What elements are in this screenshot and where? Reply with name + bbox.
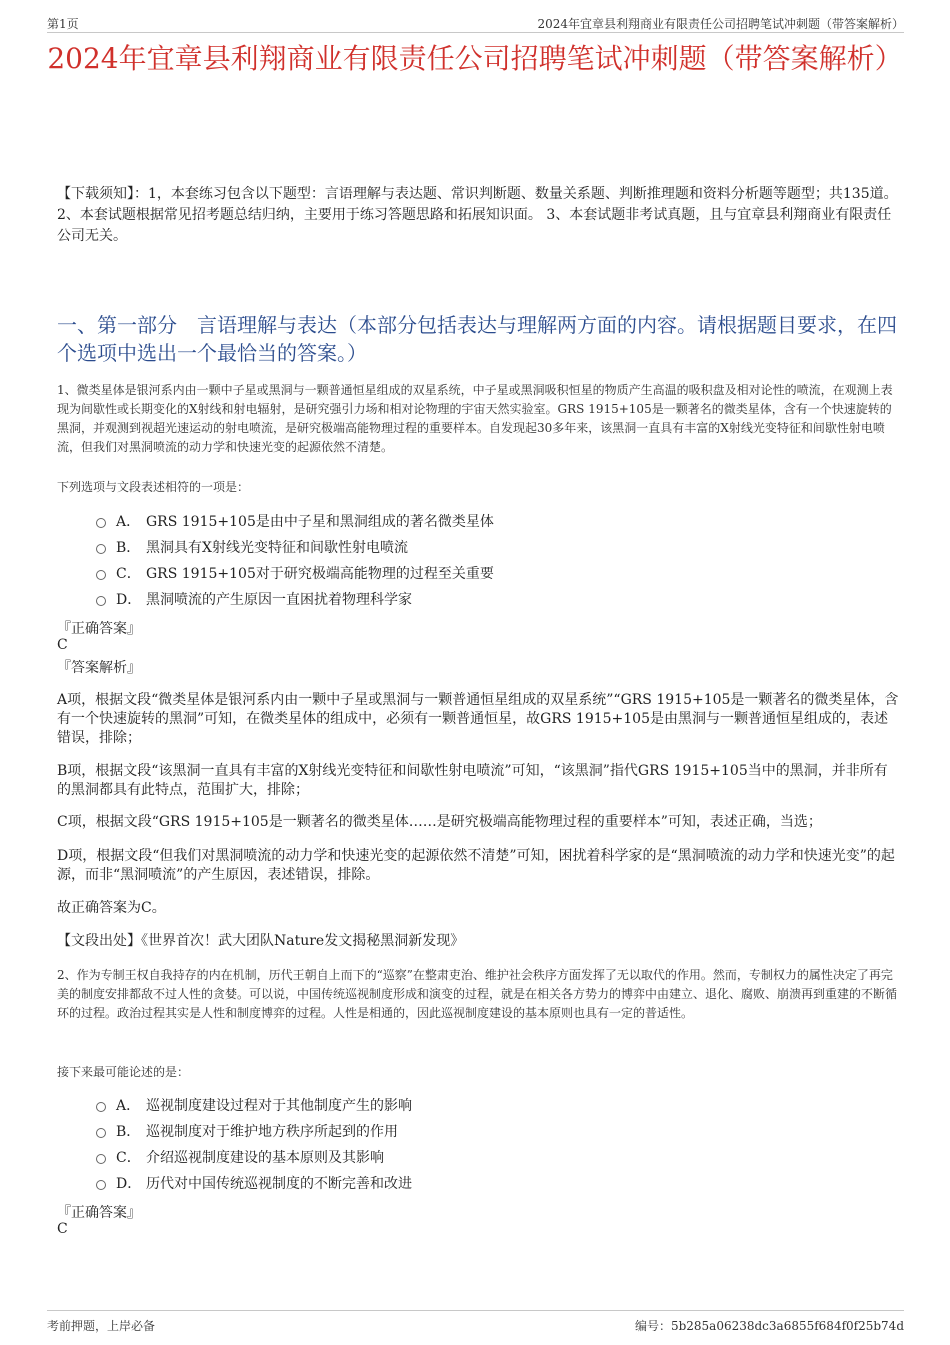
- footer-slogan: 考前押题，上岸必备: [47, 1319, 156, 1333]
- q1-analysis-c: C项，根据文段“GRS 1915+105是一颗著名的微类星体……是研究极端高能物理过程的重要样本”可知，表述正确，当选；: [57, 814, 822, 830]
- radio-icon[interactable]: [96, 544, 106, 554]
- q1-options: [96, 508, 494, 612]
- q1-option-c[interactable]: [96, 560, 494, 586]
- q2-option-c[interactable]: [96, 1144, 412, 1170]
- q1-analysis-a: A项，根据文段“微类星体是银河系内由一颗中子星或黑洞与一颗普通恒星组成的双星系统”“GRS 1915+105是一颗著名的微类星体，含有一个快速旋转的黑洞”可知，在微类星体的组成中，必须有一颗普通恒星，故GRS 1915+105是由黑洞与一颗普通恒星组成的，表述错误，排除；: [57, 692, 899, 746]
- option-letter: A．: [116, 514, 141, 530]
- q1-source: 【文段出处】《世界首次！武大团队Nature发文揭秘黑洞新发现》: [57, 933, 465, 949]
- radio-icon[interactable]: [96, 518, 106, 528]
- section-title: 一、第一部分 言语理解与表达（本部分包括表达与理解两方面的内容。请根据题目要求，在四个选项中选出一个最恰当的答案。）: [57, 313, 897, 365]
- page-number: 第1页: [47, 17, 79, 31]
- q1-option-b[interactable]: [96, 534, 494, 560]
- q1-option-a[interactable]: [96, 508, 494, 534]
- option-letter: A．: [116, 1098, 141, 1114]
- q1-answer-label: 『正确答案』: [57, 621, 141, 637]
- q2-answer: C: [57, 1221, 68, 1237]
- q2-prompt: 接下来最可能论述的是：: [57, 1065, 190, 1079]
- option-letter: B．: [116, 1124, 141, 1140]
- page-footer: [47, 1310, 904, 1336]
- page-header: [47, 12, 904, 33]
- page-title: 2024年宜章县利翔商业有限责任公司招聘笔试冲刺题（带答案解析）: [47, 42, 903, 75]
- radio-icon[interactable]: [96, 1128, 106, 1138]
- radio-icon[interactable]: [96, 1102, 106, 1112]
- q1-analysis-d: D项，根据文段“但我们对黑洞喷流的动力学和快速光变的起源依然不清楚”可知，困扰着科学家的是“黑洞喷流的动力学和快速光变”的起源，而非“黑洞喷流”的产生原因，表述错误，排除。: [57, 848, 895, 883]
- radio-icon[interactable]: [96, 596, 106, 606]
- q2-option-b[interactable]: [96, 1118, 412, 1144]
- radio-icon[interactable]: [96, 1180, 106, 1190]
- option-text: 巡视制度建设过程对于其他制度产生的影响: [146, 1098, 412, 1114]
- option-letter: B．: [116, 540, 141, 556]
- radio-icon[interactable]: [96, 1154, 106, 1164]
- q1-analysis-b: B项，根据文段“该黑洞一直具有丰富的X射线光变特征和间歇性射电喷流”可知，“该黑洞”指代GRS 1915+105当中的黑洞，并非所有的黑洞都具有此特点，范围扩大，排除；: [57, 763, 888, 798]
- q1-prompt: 下列选项与文段表述相符的一项是：: [57, 480, 250, 494]
- q1-passage: 1、微类星体是银河系内由一颗中子星或黑洞与一颗普通恒星组成的双星系统，中子星或黑洞吸积恒星的物质产生高温的吸积盘及相对论性的喷流，在观测上表现为间歇性或长期变化的X射线和射电辐射，是研究强引力场和相对论物理的宇宙天然实验室。GRS 1915+105是一颗著名的微类星体，含有一个快速旋转的黑洞，并观测到视超光速运动的射电喷流，是研究极端高能物理过程的重要样本。自发现起30多年来，该黑洞一直具有丰富的X射线光变特征和间歇性射电喷流，但我们对黑洞喷流的动力学和快速光变的起源依然不清楚。: [57, 383, 893, 454]
- option-letter: C．: [116, 566, 141, 582]
- download-notice: 【下载须知】：1，本套练习包含以下题型：言语理解与表达题、常识判断题、数量关系题、判断推理题和资料分析题等题型；共135道。 2、本套试题根据常见招考题总结归纳，主要用于练习答题思路和拓展知识面。 3、本套试题非考试真题，且与宜章县利翔商业有限责任公司无关。: [57, 186, 898, 244]
- option-letter: D．: [116, 1176, 142, 1192]
- q2-option-a[interactable]: [96, 1092, 412, 1118]
- option-text: 历代对中国传统巡视制度的不断完善和改进: [146, 1176, 412, 1192]
- radio-icon[interactable]: [96, 570, 106, 580]
- footer-code: 编号：5b285a06238dc3a6855f684f0f25b74d: [634, 1319, 904, 1333]
- q1-conclusion: 故正确答案为C。: [57, 900, 166, 916]
- option-letter: D．: [116, 592, 142, 608]
- q2-options: [96, 1092, 412, 1196]
- option-text: 巡视制度对于维护地方秩序所起到的作用: [146, 1124, 398, 1140]
- option-text: GRS 1915+105是由中子星和黑洞组成的著名微类星体: [146, 514, 494, 530]
- q1-analysis-label: 『答案解析』: [57, 660, 141, 676]
- q1-option-d[interactable]: [96, 586, 494, 612]
- q2-option-d[interactable]: [96, 1170, 412, 1196]
- q2-passage: 2、作为专制王权自我持存的内在机制，历代王朝自上而下的“巡察”在整肃吏治、维护社会秩序方面发挥了无以取代的作用。然而，专制权力的属性决定了再完美的制度安排都敌不过人性的贪婪。可以说，中国传统巡视制度形成和演变的过程，就是在相关各方势力的博弈中由建立、退化、腐败、崩溃再到重建的不断循环的过程。政治过程其实是人性和制度博弈的过程。人性是相通的，因此巡视制度建设的基本原则也具有一定的普适性。: [57, 968, 898, 1020]
- q1-answer: C: [57, 637, 68, 653]
- header-doc-title: 2024年宜章县利翔商业有限责任公司招聘笔试冲刺题（带答案解析）: [537, 17, 904, 31]
- q2-answer-label: 『正确答案』: [57, 1205, 141, 1221]
- option-text: 介绍巡视制度建设的基本原则及其影响: [146, 1150, 384, 1166]
- option-text: GRS 1915+105对于研究极端高能物理的过程至关重要: [146, 566, 494, 582]
- option-text: 黑洞喷流的产生原因一直困扰着物理科学家: [146, 592, 412, 608]
- option-letter: C．: [116, 1150, 141, 1166]
- option-text: 黑洞具有X射线光变特征和间歇性射电喷流: [146, 540, 408, 556]
